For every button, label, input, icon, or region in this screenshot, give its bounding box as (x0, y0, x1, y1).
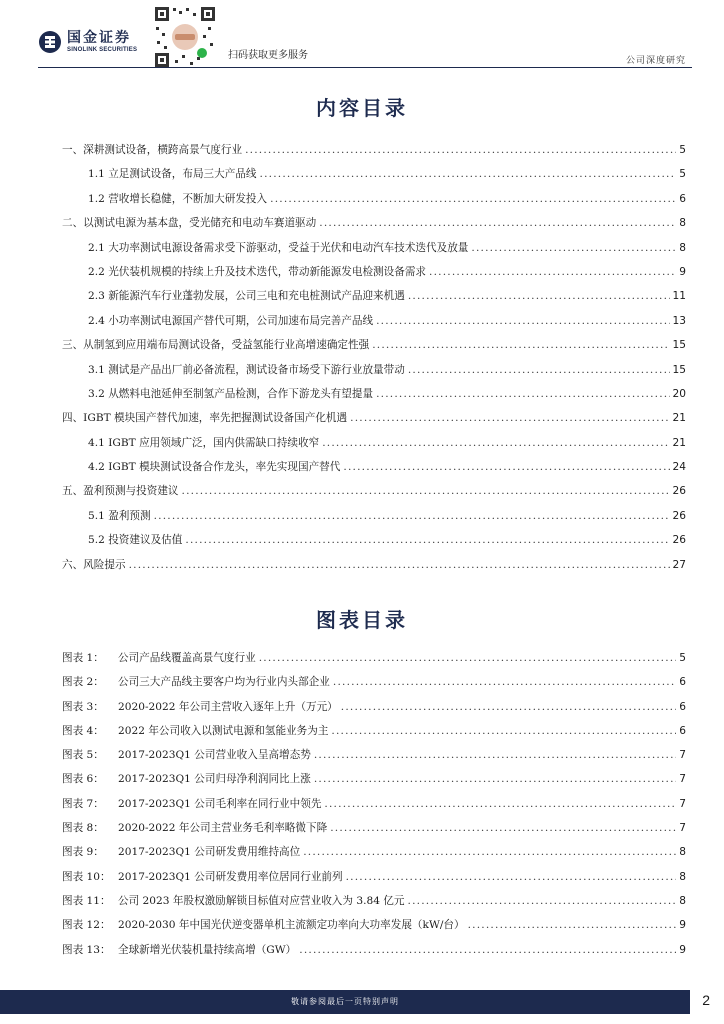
dot-leader (299, 938, 676, 962)
dot-leader (471, 236, 676, 260)
toc-entry-page: 26 (672, 534, 686, 547)
figure-number: 图表 9： (62, 846, 104, 859)
figures-title: 图表目录 (316, 608, 408, 632)
dot-leader (330, 816, 676, 840)
figure-caption: 2017-2023Q1 公司研发费用维持高位 (118, 846, 301, 859)
dot-leader (314, 743, 676, 767)
toc-entry-page: 20 (672, 387, 686, 400)
page-footer (0, 982, 724, 1024)
toc-entry-label: 3.2 从燃料电池延伸至制氢产品检测，合作下游龙头有望提量 (88, 387, 374, 400)
dot-leader (260, 162, 677, 186)
figure-list-entry[interactable] (62, 816, 686, 840)
dot-leader (343, 455, 669, 479)
figure-page: 9 (679, 943, 686, 956)
figure-number: 图表 13： (62, 943, 111, 956)
figure-page: 6 (679, 676, 686, 689)
toc-section-entry[interactable] (62, 138, 686, 162)
contents-list (62, 138, 686, 577)
figure-list-entry[interactable] (62, 792, 686, 816)
figure-list-entry[interactable] (62, 670, 686, 694)
dot-leader (372, 333, 669, 357)
toc-subsection-entry[interactable] (62, 504, 686, 528)
toc-entry-label: 1.1 立足测试设备，布局三大产品线 (88, 168, 257, 181)
figure-caption: 2017-2023Q1 公司营业收入呈高增态势 (118, 749, 311, 762)
figure-page: 8 (679, 846, 686, 859)
figure-caption: 2017-2023Q1 公司归母净利润同比上涨 (118, 773, 311, 786)
toc-subsection-entry[interactable] (62, 284, 686, 308)
dot-leader (408, 284, 670, 308)
toc-subsection-entry[interactable] (62, 455, 686, 479)
figure-number: 图表 10： (62, 870, 111, 883)
dot-leader (331, 719, 676, 743)
toc-entry-page: 11 (672, 290, 686, 303)
toc-subsection-entry[interactable] (62, 260, 686, 284)
toc-subsection-entry[interactable] (62, 431, 686, 455)
toc-entry-label: 5.1 盈利预测 (88, 509, 151, 522)
dot-leader (270, 187, 676, 211)
toc-subsection-entry[interactable] (62, 187, 686, 211)
figure-caption: 2020-2022 年公司主营收入逐年上升（万元） (118, 700, 338, 713)
toc-entry-page: 8 (679, 217, 686, 230)
toc-entry-page: 26 (672, 485, 686, 498)
toc-entry-label: 五、盈利预测与投资建议 (62, 485, 179, 498)
dot-leader (346, 865, 677, 889)
dot-leader (319, 211, 676, 235)
figure-caption: 公司三大产品线主要客户均为行业内头部企业 (118, 676, 330, 689)
toc-entry-label: 2.4 小功率测试电源国产替代可期，公司加速布局完善产品线 (88, 314, 374, 327)
footer-disclaimer[interactable]: 敬请参阅最后一页特别声明 (291, 997, 399, 1006)
toc-entry-label: 3.1 测试是产品出厂前必备流程，测试设备市场受下游行业放量带动 (88, 363, 405, 376)
toc-entry-page: 24 (672, 461, 686, 474)
figure-page: 6 (679, 700, 686, 713)
toc-subsection-entry[interactable] (62, 162, 686, 186)
figure-caption: 2020-2022 年公司主营业务毛利率略微下降 (118, 822, 328, 835)
dot-leader (429, 260, 676, 284)
toc-entry-page: 13 (672, 314, 686, 327)
figure-caption: 2017-2023Q1 公司毛利率在同行业中领先 (118, 797, 322, 810)
toc-section-entry[interactable] (62, 333, 686, 357)
figure-page: 8 (679, 894, 686, 907)
toc-subsection-entry[interactable] (62, 528, 686, 552)
qr-code-icon[interactable] (153, 5, 217, 69)
toc-subsection-entry[interactable] (62, 309, 686, 333)
figure-number: 图表 4： (62, 724, 104, 737)
dot-leader (245, 138, 676, 162)
figure-number: 图表 6： (62, 773, 104, 786)
dot-leader (333, 670, 676, 694)
toc-subsection-entry[interactable] (62, 358, 686, 382)
figure-list-entry[interactable] (62, 865, 686, 889)
dot-leader (259, 646, 677, 670)
figure-list-entry[interactable] (62, 767, 686, 791)
toc-entry-label: 2.1 大功率测试电源设备需求受下游驱动，受益于光伏和电动汽车技术迭代及放量 (88, 241, 469, 254)
toc-entry-page: 6 (679, 192, 686, 205)
dot-leader (324, 792, 676, 816)
toc-entry-page: 21 (672, 412, 686, 425)
toc-entry-page: 8 (679, 241, 686, 254)
contents-title: 内容目录 (316, 96, 408, 120)
figure-page: 8 (679, 870, 686, 883)
figure-caption: 2017-2023Q1 公司研发费用率位居同行业前列 (118, 870, 343, 883)
figure-page: 7 (679, 749, 686, 762)
toc-entry-label: 四、IGBT 模块国产替代加速，率先把握测试设备国产化机遇 (62, 412, 348, 425)
qr-caption: 扫码获取更多服务 (228, 50, 308, 61)
figure-number: 图表 3： (62, 700, 104, 713)
dot-leader (303, 840, 676, 864)
figure-caption: 公司 2023 年股权激励解锁目标值对应营业收入为 3.84 亿元 (118, 894, 405, 907)
toc-subsection-entry[interactable] (62, 236, 686, 260)
toc-entry-label: 4.1 IGBT 应用领域广泛，国内供需缺口持续收窄 (88, 436, 320, 449)
toc-entry-label: 一、深耕测试设备，横跨高景气度行业 (62, 144, 243, 156)
figure-page: 9 (679, 919, 686, 932)
toc-entry-page: 27 (672, 558, 686, 571)
toc-section-entry[interactable] (62, 479, 686, 503)
figure-number: 图表 7： (62, 797, 104, 810)
figure-number: 图表 11： (62, 894, 111, 907)
dot-leader (408, 358, 670, 382)
dot-leader (468, 913, 677, 937)
figure-caption: 2022 年公司收入以测试电源和氢能业务为主 (118, 724, 329, 737)
dot-leader (154, 504, 670, 528)
toc-entry-page: 15 (672, 339, 686, 352)
figure-page: 5 (679, 652, 686, 664)
figure-number: 图表 2： (62, 676, 104, 689)
logo-chinese-name: 国金证券 (67, 30, 131, 46)
toc-section-entry[interactable] (62, 211, 686, 235)
dot-leader (350, 406, 669, 430)
toc-subsection-entry[interactable] (62, 382, 686, 406)
figure-page: 6 (679, 724, 686, 737)
figure-page: 7 (679, 773, 686, 786)
logo-english-name: SINOLINK SECURITIES (67, 47, 138, 53)
toc-entry-page: 5 (679, 144, 686, 156)
figure-caption: 2020-2030 年中国光伏逆变器单机主流额定功率向大功率发展（kW/台） (118, 919, 465, 932)
toc-entry-label: 5.2 投资建议及估值 (88, 534, 183, 547)
toc-entry-page: 15 (672, 363, 686, 376)
toc-entry-label: 4.2 IGBT 模块测试设备合作龙头，率先实现国产替代 (88, 461, 341, 474)
figures-list (62, 646, 686, 962)
figure-list-entry[interactable] (62, 889, 686, 913)
figure-number: 图表 1： (62, 652, 104, 664)
figure-number: 图表 8： (62, 822, 104, 835)
figure-list-entry[interactable] (62, 646, 686, 670)
toc-entry-page: 21 (672, 436, 686, 449)
toc-entry-page: 9 (679, 265, 686, 278)
figure-caption: 公司产品线覆盖高景气度行业 (118, 652, 256, 664)
toc-entry-label: 2.3 新能源汽车行业蓬勃发展，公司三电和充电桩测试产品迎来机遇 (88, 290, 405, 303)
page-header (0, 0, 724, 72)
sinolink-logo-icon (38, 30, 62, 54)
toc-entry-label: 2.2 光伏装机规模的持续上升及技术迭代，带动新能源发电检测设备需求 (88, 265, 427, 278)
company-logo (38, 30, 137, 54)
figure-list-entry[interactable] (62, 743, 686, 767)
figure-caption: 全球新增光伏装机量持续高增（GW） (118, 943, 297, 956)
header-divider (38, 67, 692, 68)
dot-leader (182, 479, 670, 503)
figure-list-entry[interactable] (62, 840, 686, 864)
dot-leader (376, 309, 669, 333)
toc-section-entry[interactable] (62, 406, 686, 430)
dot-leader (322, 431, 669, 455)
dot-leader (376, 382, 669, 406)
toc-entry-label: 1.2 营收增长稳健，不断加大研发投入 (88, 192, 268, 205)
dot-leader (408, 889, 677, 913)
figure-number: 图表 12： (62, 919, 111, 932)
dot-leader (185, 528, 669, 552)
toc-entry-page: 5 (679, 168, 686, 181)
figure-number: 图表 5： (62, 749, 104, 762)
figure-list-entry[interactable] (62, 913, 686, 937)
figure-list-entry[interactable] (62, 695, 686, 719)
toc-entry-page: 26 (672, 509, 686, 522)
figure-page: 7 (679, 797, 686, 810)
toc-section-entry[interactable] (62, 553, 686, 577)
toc-entry-label: 二、以测试电源为基本盘，受光储充和电动车赛道驱动 (62, 217, 317, 230)
figure-list-entry[interactable] (62, 719, 686, 743)
dot-leader (314, 767, 676, 791)
figure-page: 7 (679, 822, 686, 835)
page-number: 2 (702, 992, 710, 1008)
dot-leader (341, 695, 676, 719)
toc-entry-label: 三、从制氢到应用端布局测试设备，受益氢能行业高增速确定性强 (62, 339, 370, 352)
report-type: 公司深度研究 (625, 56, 686, 66)
dot-leader (129, 553, 670, 577)
figure-list-entry[interactable] (62, 938, 686, 962)
toc-entry-label: 六、风险提示 (62, 558, 126, 571)
